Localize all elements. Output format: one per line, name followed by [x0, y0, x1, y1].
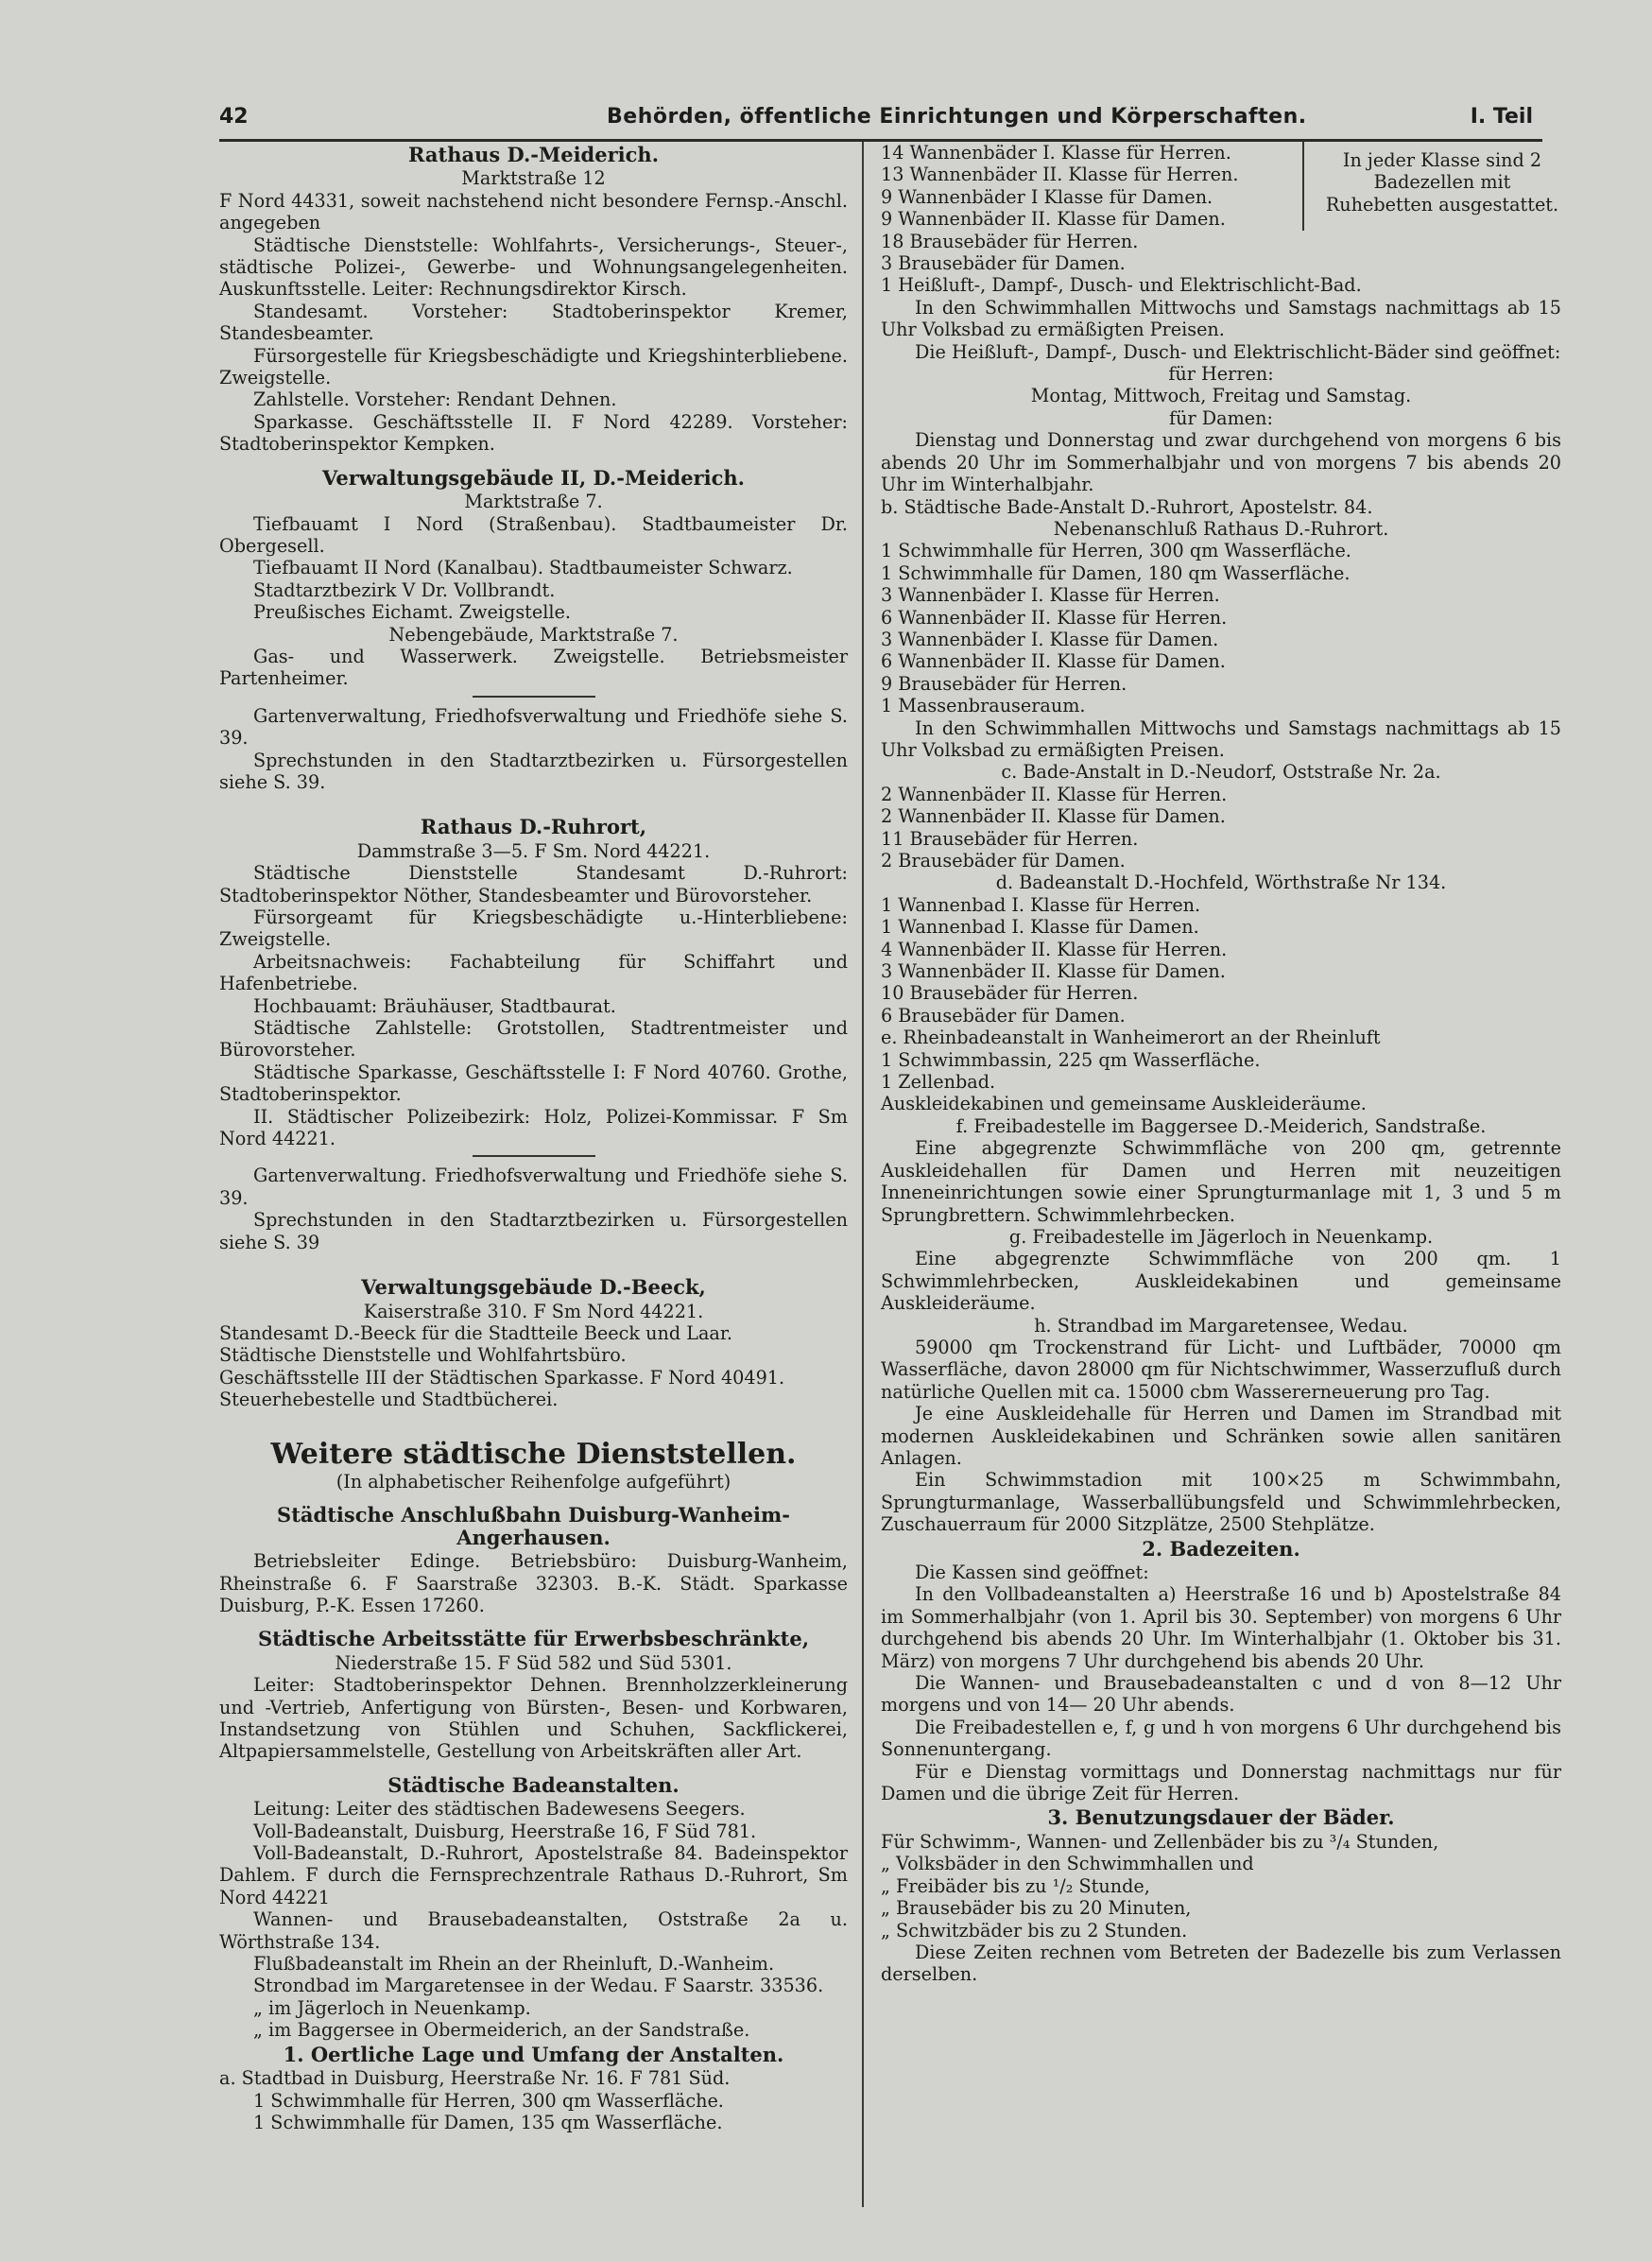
entry: Tiefbauamt II Nord (Kanalbau). Stadtbaumeister Schwarz.	[253, 557, 793, 579]
entry: „ im Jägerloch in Neuenkamp.	[253, 1996, 531, 2019]
section-heading: 3. Benutzungsdauer der Bäder.	[1047, 1805, 1395, 1830]
list-item: 4 Wannenbäder II. Klasse für Herren.	[881, 938, 1228, 960]
brace	[1302, 142, 1312, 231]
entry: Fürsorgestelle für Kriegsbeschädigte und Kriegshinterbliebene. Zweigstelle.	[219, 344, 848, 389]
entry: Städtische Dienststelle: Wohlfahrts-, Versicherungs-, Steuer-, städtische Polizei-, Gewerbe- und Wohnungsangelegenheiten. Auskunftsstelle. Leiter: Rechnungsdirektor Kirsch.	[219, 233, 848, 301]
address: Marktstraße 7.	[464, 491, 603, 513]
address: Nebengebäude, Marktstraße 7.	[388, 623, 679, 646]
subheading: g. Freibadestelle im Jägerloch in Neuenkamp.	[1008, 1225, 1434, 1248]
part-label: I. Teil	[1470, 105, 1533, 129]
entry: „ im Baggersee in Obermeiderich, an der Sandstraße.	[253, 2019, 750, 2042]
bath-table	[881, 142, 1561, 231]
subheading: für Damen:	[1169, 406, 1273, 429]
list-item: 3 Wannenbäder II. Klasse für Damen.	[881, 960, 1226, 983]
entry: Gas- und Wasserwerk. Zweigstelle. Betriebsmeister Partenheimer.	[219, 645, 848, 690]
section-heading: 1. Oertliche Lage und Umfang der Anstalten.	[283, 2042, 784, 2066]
list-item: 9 Brausebäder für Herren.	[881, 672, 1127, 695]
entry: Städtische Dienststelle Standesamt D.-Ruhrort: Stadtoberinspektor Nöther, Standesbeamter und Bürovorsteher.	[219, 862, 848, 906]
entry: Wannen- und Brausebadeanstalten, Oststraße 2a u. Wörthstraße 134.	[219, 1908, 848, 1953]
major-heading: Weitere städtische Dienststellen.	[270, 1437, 797, 1471]
address: Kaiserstraße 310. F Sm Nord 44221.	[363, 1300, 704, 1322]
list-item: 6 Brausebäder für Damen.	[881, 1004, 1126, 1027]
list-item: 6 Wannenbäder II. Klasse für Damen.	[881, 650, 1226, 673]
entry: Tiefbauamt I Nord (Straßenbau). Stadtbaumeister Dr. Obergesell.	[219, 512, 848, 557]
entry: Voll-Badeanstalt, Duisburg, Heerstraße 16, F Süd 781.	[253, 1820, 757, 1842]
list-item: „ Brausebäder bis zu 20 Minuten,	[881, 1897, 1192, 1920]
list-item: 9 Wannenbäder II. Klasse für Damen.	[881, 208, 1226, 231]
list-item: 13 Wannenbäder II. Klasse für Herren.	[881, 164, 1239, 186]
entry: Die Heißluft-, Dampf-, Dusch- und Elektrischlicht-Bäder sind geöffnet:	[915, 340, 1561, 363]
entry: Hochbauamt: Bräuhäuser, Stadtbaurat.	[253, 994, 616, 1017]
subheading: e. Rheinbadeanstalt in Wanheimerort an der Rheinluft	[881, 1027, 1381, 1049]
entry: Eine abgegrenzte Schwimmfläche von 200 qm. 1 Schwimmlehrbecken, Auskleidekabinen und gemeinsame Auskleideräume.	[881, 1248, 1561, 1315]
entry: Ein Schwimmstadion mit 100×25 m Schwimmbahn, Sprungturmanlage, Wasserballübungsfeld und Schwimmlehrbecken, Zuschauerraum für 2000 Sitzplätze, 2500 Stehplätze.	[881, 1469, 1561, 1536]
short-rule	[473, 1155, 595, 1157]
entry: Fürsorgeamt für Kriegsbeschädigte u.-Hinterbliebene: Zweigstelle.	[219, 906, 848, 951]
entry: Die Wannen- und Brausebadeanstalten c und d von 8—12 Uhr morgens und von 14— 20 Uhr abends.	[881, 1672, 1561, 1717]
subheading: h. Strandbad im Margaretensee, Wedau.	[1034, 1314, 1408, 1337]
column-divider	[862, 142, 864, 2207]
list-item: 14 Wannenbäder I. Klasse für Herren.	[881, 142, 1231, 164]
entry: Voll-Badeanstalt, D.-Ruhrort, Apostelstraße 84. Badeinspektor Dahlem. F durch die Fernsprechzentrale Rathaus D.-Ruhrort, Sm Nord 44221	[219, 1842, 848, 1908]
list-item: 3 Wannenbäder I. Klasse für Damen.	[881, 628, 1219, 650]
list-item: 3 Brausebäder für Damen.	[881, 252, 1126, 275]
subheading: f. Freibadestelle im Baggersee D.-Meiderich, Sandstraße.	[955, 1114, 1487, 1137]
subheading: Nebenanschluß Rathaus D.-Ruhrort.	[1053, 517, 1389, 540]
entry: Diese Zeiten rechnen vom Betreten der Badezelle bis zum Verlassen derselben.	[881, 1941, 1561, 1986]
list-item: 2 Brausebäder für Damen.	[881, 850, 1126, 872]
left-column	[219, 142, 848, 2133]
entry: Sparkasse. Geschäftsstelle II. F Nord 42289. Vorsteher: Stadtoberinspektor Kempken.	[219, 410, 848, 456]
entry: Stadtarztbezirk V Dr. Vollbrandt.	[253, 578, 556, 601]
entry: Preußisches Eichamt. Zweigstelle.	[253, 601, 571, 624]
note: Gartenverwaltung, Friedhofsverwaltung und Friedhöfe siehe S. 39.	[219, 704, 848, 750]
entry: Flußbadeanstalt im Rhein an der Rheinluft, D.-Wanheim.	[253, 1953, 775, 1976]
address: Marktstraße 12	[461, 167, 606, 190]
entry: Städtische Sparkasse, Geschäftsstelle I: F Nord 40760. Grothe, Stadtoberinspektor.	[219, 1061, 848, 1106]
list-item: 9 Wannenbäder I Klasse für Damen.	[881, 185, 1213, 208]
entry: In den Schwimmhallen Mittwochs und Samstags nachmittags ab 15 Uhr Volksbad zu ermäßigten Preisen.	[881, 716, 1561, 761]
entry: Städtische Zahlstelle: Grotstollen, Stadtrentmeister und Bürovorsteher.	[219, 1017, 848, 1061]
section-heading: Städtische Badeanstalten.	[387, 1772, 680, 1797]
subheading: (In alphabetischer Reihenfolge aufgeführt)	[336, 1470, 731, 1493]
entry: Eine abgegrenzte Schwimmfläche von 200 qm, getrennte Auskleidehallen für Damen und Herren mit neuzeitigen Inneneinrichtungen sowie einer Sprungturmanlage mit 1, 3 und 5 m Sprungbrettern. Schwimmlehrbecken.	[881, 1137, 1561, 1226]
list-item: 1 Heißluft-, Dampf-, Dusch- und Elektrischlicht-Bad.	[881, 274, 1362, 297]
section-heading: Rathaus D.-Meiderich.	[407, 143, 660, 166]
bath-note: In jeder Klasse sind 2 Badezellen mit Ruhebetten ausgestattet.	[1325, 149, 1559, 216]
entry: Standesamt. Vorsteher: Stadtoberinspektor Kremer, Standesbeamter.	[219, 300, 848, 345]
list-item: Für Schwimm-, Wannen- und Zellenbäder bis zu ³/₄ Stunden,	[881, 1830, 1439, 1853]
list-item: 11 Brausebäder für Herren.	[881, 827, 1139, 850]
list-item: 2 Wannenbäder II. Klasse für Damen.	[881, 805, 1226, 828]
address: Dammstraße 3—5. F Sm. Nord 44221.	[356, 839, 711, 862]
entry: Die Freibadestellen e, f, g und h von morgens 6 Uhr durchgehend bis Sonnenuntergang.	[881, 1716, 1561, 1761]
list-item: 1 Schwimmhalle für Damen, 180 qm Wasserfläche.	[881, 561, 1351, 584]
section-heading: Städtische Arbeitsstätte für Erwerbsbeschränkte,	[257, 1627, 810, 1651]
right-column	[881, 142, 1561, 1986]
phone-line: F Nord 44331, soweit nachstehend nicht besondere Fernsp.-Anschl. angegeben	[219, 189, 848, 234]
entry: Montag, Mittwoch, Freitag und Samstag.	[1030, 385, 1412, 407]
list-item: 1 Schwimmhalle für Herren, 300 qm Wasserfläche.	[253, 2089, 724, 2112]
section-heading: 2. Badezeiten.	[1142, 1536, 1300, 1561]
entry: Für e Dienstag vormittags und Donnerstag nachmittags nur für Damen und die übrige Zeit für Herren.	[881, 1760, 1561, 1805]
entry: 59000 qm Trockenstrand für Licht- und Luftbäder, 70000 qm Wasserfläche, davon 28000 qm für Nichtschwimmer, Wasserzufluß durch natürliche Quellen mit ca. 15000 cbm Wassererneuerung pro Tag.	[881, 1336, 1561, 1403]
entry: Geschäftsstelle III der Städtischen Sparkasse. F Nord 40491.	[219, 1366, 785, 1389]
entry: Steuerhebestelle und Stadtbücherei.	[219, 1389, 559, 1411]
list-item: 1 Schwimmhalle für Damen, 135 qm Wasserfläche.	[253, 2111, 723, 2133]
list-item: 1 Schwimmbassin, 225 qm Wasserfläche.	[881, 1048, 1261, 1071]
list-item: 1 Zellenbad.	[881, 1071, 996, 1094]
entry: Die Kassen sind geöffnet:	[915, 1562, 1149, 1583]
list-item: Auskleidekabinen und gemeinsame Auskleideräume.	[881, 1093, 1367, 1115]
subheading: für Herren:	[1168, 363, 1274, 386]
entry: In den Schwimmhallen Mittwochs und Samstags nachmittags ab 15 Uhr Volksbad zu ermäßigten Preisen.	[881, 296, 1561, 341]
section-heading: Städtische Anschlußbahn Duisburg-Wanheim-Angerhausen.	[277, 1503, 790, 1549]
list-item: 6 Wannenbäder II. Klasse für Herren.	[881, 606, 1228, 629]
entry: Je eine Auskleidehalle für Herren und Damen im Strandbad mit modernen Auskleidekabinen und Schränken sowie allen sanitären Anlagen.	[881, 1403, 1561, 1469]
list-item: 1 Massenbrauseraum.	[881, 695, 1086, 717]
entry: a. Stadtbad in Duisburg, Heerstraße Nr. 16. F 781 Süd.	[219, 2067, 731, 2090]
list-item: „ Freibäder bis zu ¹/₂ Stunde,	[881, 1874, 1150, 1897]
address: Niederstraße 15. F Süd 582 und Süd 5301.	[335, 1651, 732, 1674]
section-heading: Rathaus D.-Ruhrort,	[420, 815, 647, 839]
entry: Dienstag und Donnerstag und zwar durchgehend von morgens 6 bis abends 20 Uhr im Sommerhalbjahr und von morgens 7 bis abends 20 Uhr im Winterhalbjahr.	[881, 429, 1561, 496]
list-item: 3 Wannenbäder I. Klasse für Herren.	[881, 584, 1220, 607]
note: Gartenverwaltung. Friedhofsverwaltung und Friedhöfe siehe S. 39.	[219, 1165, 848, 1209]
entry: Zahlstelle. Vorsteher: Rendant Dehnen.	[253, 388, 617, 411]
list-item: 10 Brausebäder für Herren.	[881, 982, 1139, 1005]
entry: Leiter: Stadtoberinspektor Dehnen. Brennholzzerkleinerung und -Vertrieb, Anfertigung von Bürsten-, Besen- und Korbwaren, Instandsetzung von Stühlen und Schuhen, Sackflickerei, Altpapiersammelstelle, Gestellung von Arbeitskräften aller Art.	[219, 1674, 848, 1763]
list-item: 18 Brausebäder für Herren.	[881, 230, 1139, 252]
list-item: 2 Wannenbäder II. Klasse für Herren.	[881, 783, 1228, 805]
subheading: d. Badeanstalt D.-Hochfeld, Wörthstraße Nr 134.	[995, 872, 1447, 894]
entry: Arbeitsnachweis: Fachabteilung für Schiffahrt und Hafenbetriebe.	[219, 950, 848, 995]
list-item: 1 Wannenbad I. Klasse für Damen.	[881, 916, 1199, 939]
section-heading: Verwaltungsgebäude II, D.-Meiderich.	[322, 465, 745, 490]
page-number: 42	[219, 105, 249, 129]
running-title: Behörden, öffentliche Einrichtungen und Körperschaften.	[607, 105, 1307, 129]
entry: II. Städtischer Polizeibezirk: Holz, Polizei-Kommissar. F Sm Nord 44221.	[219, 1105, 848, 1150]
section-heading: Verwaltungsgebäude D.-Beeck,	[361, 1275, 706, 1300]
list-item: „ Volksbäder in den Schwimmhallen und	[881, 1853, 1254, 1875]
entry: b. Städtische Bade-Anstalt D.-Ruhrort, Apostelstr. 84.	[881, 495, 1373, 518]
list-item: 1 Schwimmhalle für Herren, 300 qm Wasserfläche.	[881, 540, 1351, 562]
entry: Betriebsleiter Edinge. Betriebsbüro: Duisburg-Wanheim, Rheinstraße 6. F Saarstraße 32303. B.-K. Städt. Sparkasse Duisburg, P.-K. Essen 17260.	[219, 1550, 848, 1616]
entry: Strondbad im Margaretensee in der Wedau. F Saarstr. 33536.	[253, 1975, 824, 1997]
subheading: c. Bade-Anstalt in D.-Neudorf, Oststraße Nr. 2a.	[1001, 761, 1441, 784]
note: Sprechstunden in den Stadtarztbezirken u. Fürsorgestellen siehe S. 39.	[219, 749, 848, 793]
entry: Städtische Dienststelle und Wohlfahrtsbüro.	[219, 1344, 627, 1367]
entry: In den Vollbadeanstalten a) Heerstraße 16 und b) Apostelstraße 84 im Sommerhalbjahr (von 1. April bis 30. September) von morgens 6 Uhr durchgehend bis abends 20 Uhr. Im Winterhalbjahr (1. Oktober bis 31. März) von morgens 7 Uhr durchgehend bis abends 20 Uhr.	[881, 1583, 1561, 1672]
short-rule	[473, 696, 595, 698]
list-item: „ Schwitzbäder bis zu 2 Stunden.	[881, 1919, 1188, 1942]
page-header	[219, 99, 1542, 142]
entry: Standesamt D.-Beeck für die Stadtteile Beeck und Laar.	[219, 1321, 732, 1344]
entry: Leitung: Leiter des städtischen Badewesens Seegers.	[253, 1798, 746, 1821]
note: Sprechstunden in den Stadtarztbezirken u. Fürsorgestellen siehe S. 39	[219, 1209, 848, 1253]
list-item: 1 Wannenbad I. Klasse für Herren.	[881, 893, 1201, 916]
